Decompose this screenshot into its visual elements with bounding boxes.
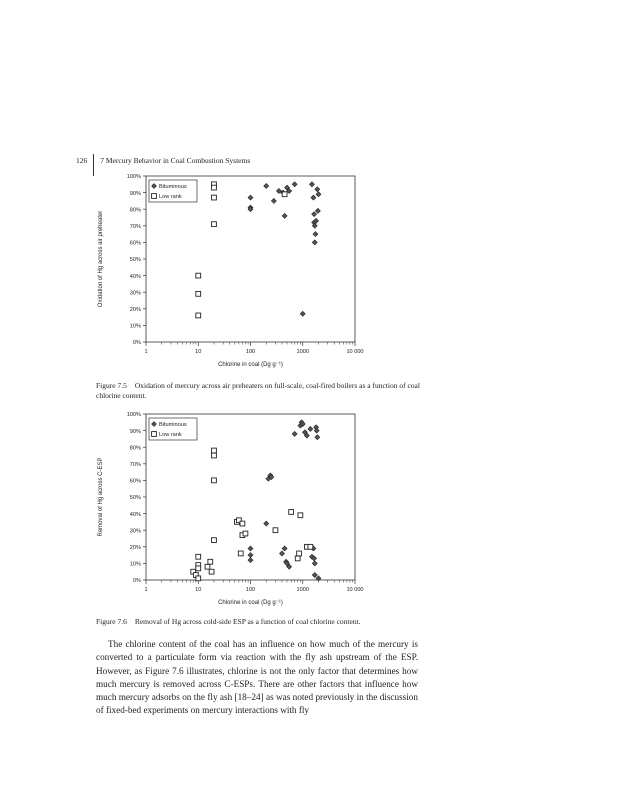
legend-label: Bituminous: [159, 422, 187, 428]
running-header: [76, 149, 250, 171]
x-tick-label: 1: [144, 349, 148, 355]
legend-square-icon: [152, 432, 157, 437]
low-rank-point: [212, 222, 217, 227]
x-tick-label: 10 000: [346, 587, 364, 593]
y-axis-label: Oxidation of Hg across air preheater: [98, 210, 104, 308]
figure-7-6-svg: [90, 408, 390, 608]
page-number: 126: [76, 155, 88, 165]
bituminous-point: [312, 561, 317, 566]
y-axis-label: Removal of Hg across C-ESP: [98, 457, 104, 537]
low-rank-point: [196, 313, 201, 318]
y-tick-label: 100%: [126, 174, 141, 181]
legend-label: Low rank: [159, 194, 182, 200]
bituminous-point: [315, 435, 320, 440]
bituminous-point: [300, 311, 305, 316]
y-tick-label: 80%: [129, 207, 141, 214]
y-tick-label: 70%: [129, 462, 141, 468]
bituminous-point: [248, 553, 253, 558]
bituminous-point: [279, 551, 284, 556]
low-rank-point: [295, 556, 300, 561]
low-rank-point: [212, 538, 217, 543]
y-tick-label: 60%: [129, 478, 141, 485]
figure-7-6-caption-text: Removal of Hg across cold-side ESP as a function of coal chlorine content.: [134, 617, 361, 626]
low-rank-point: [212, 448, 217, 453]
bituminous-point: [248, 195, 253, 200]
low-rank-point: [243, 531, 248, 536]
low-rank-point: [238, 551, 243, 556]
bituminous-point: [282, 213, 287, 218]
bituminous-point: [308, 426, 313, 431]
low-rank-point: [196, 566, 201, 571]
figure-7-5-caption-text: Oxidation of mercury across air preheaters on full-scale, coal-fired boilers as a function of coal chlorine content.: [96, 381, 420, 400]
bituminous-point: [311, 195, 316, 200]
x-axis-label: Chlorine in coal (Dg g⁻¹): [218, 362, 283, 368]
y-tick-label: 70%: [129, 224, 141, 230]
y-tick-label: 10%: [129, 561, 141, 568]
bituminous-point: [312, 573, 317, 578]
x-tick-label: 1: [144, 587, 148, 593]
low-rank-point: [273, 528, 278, 533]
figure-7-6-label: Figure 7.6: [96, 617, 127, 626]
bituminous-point: [292, 431, 297, 436]
y-tick-label: 20%: [129, 307, 141, 313]
y-tick-label: 0%: [132, 578, 141, 585]
low-rank-point: [212, 478, 217, 483]
y-tick-label: 60%: [129, 240, 141, 247]
bituminous-point: [315, 187, 320, 192]
x-tick-label: 1000: [296, 349, 309, 355]
low-rank-point: [282, 192, 287, 197]
x-tick-label: 10: [195, 349, 202, 355]
y-tick-label: 10%: [129, 323, 141, 330]
figure-7-5-label: Figure 7.5: [96, 381, 127, 390]
low-rank-point: [298, 513, 303, 518]
low-rank-point: [196, 291, 201, 296]
x-axis-label: Chlorine in coal (Dg g⁻¹): [218, 600, 283, 606]
low-rank-point: [196, 576, 201, 581]
low-rank-point: [297, 551, 302, 556]
y-tick-label: 90%: [129, 190, 141, 197]
y-tick-label: 40%: [129, 273, 141, 280]
low-rank-point: [240, 521, 245, 526]
x-tick-label: 100: [245, 587, 256, 593]
figure-7-6-chart: [90, 408, 390, 608]
body-paragraph: The chlorine content of the coal has an influence on how much of the mercury is converted to a particulate form via reaction with the fly ash upstream of the ESP. However, as Figure 7.6 illustrates, chlorine is not the only factor that determines how much mercury is removed across C-ESPs. There are other factors that influence how much mercury adsorbs on the fly ash [18–24] as was noted previously in the discussion of fixed-bed experiments on mercury interactions with fly: [96, 639, 418, 716]
x-tick-label: 100: [245, 349, 256, 355]
running-title: 7 Mercury Behavior in Coal Combustion Systems: [100, 155, 251, 165]
bituminous-point: [282, 546, 287, 551]
figure-7-5-svg: [90, 170, 390, 370]
x-tick-label: 10 000: [346, 349, 364, 355]
legend-square-icon: [152, 194, 157, 199]
y-tick-label: 50%: [129, 257, 141, 264]
low-rank-point: [308, 544, 313, 549]
low-rank-point: [212, 453, 217, 458]
bituminous-point: [264, 521, 269, 526]
bituminous-point: [313, 232, 318, 237]
bituminous-point: [292, 182, 297, 187]
y-tick-label: 80%: [129, 445, 141, 452]
y-tick-label: 90%: [129, 428, 141, 435]
bituminous-point: [316, 192, 321, 197]
bituminous-point: [312, 212, 317, 217]
low-rank-point: [212, 185, 217, 190]
y-tick-label: 20%: [129, 545, 141, 551]
y-tick-label: 30%: [129, 528, 141, 535]
y-tick-label: 30%: [129, 290, 141, 297]
y-tick-label: 40%: [129, 511, 141, 518]
legend-label: Low rank: [159, 432, 182, 438]
low-rank-point: [196, 273, 201, 278]
x-tick-label: 1000: [296, 587, 309, 593]
bituminous-point: [248, 558, 253, 563]
low-rank-point: [212, 195, 217, 200]
low-rank-point: [196, 554, 201, 559]
y-tick-label: 0%: [132, 340, 141, 347]
bituminous-point: [312, 240, 317, 245]
low-rank-point: [289, 510, 294, 515]
low-rank-point: [208, 559, 213, 564]
bituminous-point: [248, 546, 253, 551]
bituminous-point: [271, 198, 276, 203]
figure-7-6-caption: [96, 617, 426, 627]
bituminous-point: [315, 208, 320, 213]
legend-label: Bituminous: [159, 184, 187, 190]
x-tick-label: 10: [195, 587, 202, 593]
low-rank-point: [205, 564, 210, 569]
bituminous-point: [264, 183, 269, 188]
figure-7-5-chart: [90, 170, 390, 370]
bituminous-point: [309, 182, 314, 187]
y-tick-label: 50%: [129, 495, 141, 502]
low-rank-point: [209, 569, 214, 574]
y-tick-label: 100%: [126, 412, 141, 419]
figure-7-5-caption: [96, 381, 426, 401]
